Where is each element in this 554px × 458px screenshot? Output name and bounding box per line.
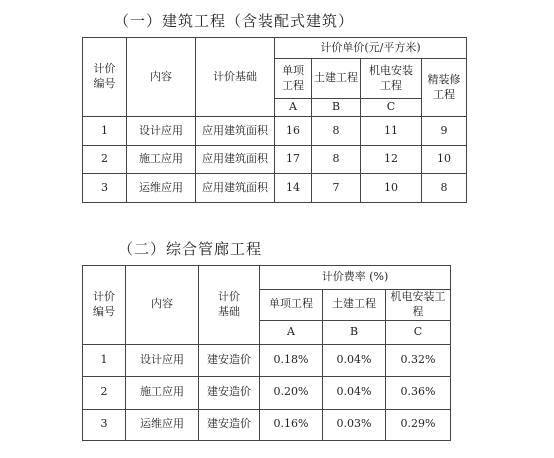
header-rate: 计价费率 (%)	[260, 266, 451, 290]
header-civil: 土建工程	[323, 290, 386, 321]
cell-a: 14	[275, 174, 312, 203]
cell-c: 0.32%	[386, 344, 451, 376]
cell-a: 16	[275, 117, 312, 146]
header-finishing: 精装修 工程	[422, 59, 467, 117]
cell-content: 施工应用	[127, 146, 196, 174]
cell-basis: 应用建筑面积	[196, 146, 275, 174]
cell-no: 1	[83, 344, 126, 376]
header-letter-a: A	[260, 320, 323, 344]
header-civil: 土建工程	[312, 59, 361, 99]
table-row	[83, 174, 467, 203]
header-single-project: 单项工程	[260, 290, 323, 321]
header-content: 内容	[127, 38, 196, 117]
cell-b: 7	[312, 174, 361, 203]
cell-b: 8	[312, 117, 361, 146]
cell-content: 设计应用	[126, 344, 199, 376]
table-row	[83, 376, 451, 409]
cell-a: 0.16%	[260, 409, 323, 440]
table-row	[83, 344, 451, 376]
header-letter-b: B	[312, 99, 361, 117]
header-letter-c: C	[386, 320, 451, 344]
cell-content: 运维应用	[127, 174, 196, 203]
cell-no: 3	[83, 174, 127, 203]
cell-basis: 应用建筑面积	[196, 117, 275, 146]
section1-title: （一）建筑工程（含装配式建筑）	[114, 12, 355, 30]
cell-d: 10	[422, 146, 467, 174]
header-basis: 计价基础	[196, 38, 275, 117]
cell-d: 8	[422, 174, 467, 203]
cell-c: 0.29%	[386, 409, 451, 440]
building-pricing-table	[82, 37, 467, 203]
cell-c: 10	[361, 174, 422, 203]
cell-no: 2	[83, 146, 127, 174]
section2-title: （二）综合管廊工程	[118, 240, 263, 258]
cell-a: 0.18%	[260, 344, 323, 376]
header-letter-c: C	[361, 99, 422, 117]
header-letter-a: A	[275, 99, 312, 117]
cell-c: 11	[361, 117, 422, 146]
header-letter-b: B	[323, 320, 386, 344]
cell-a: 17	[275, 146, 312, 174]
header-code: 计价 编号	[83, 38, 127, 117]
cell-no: 1	[83, 117, 127, 146]
header-content: 内容	[126, 266, 199, 345]
cell-content: 施工应用	[126, 376, 199, 409]
cell-basis: 建安造价	[199, 344, 260, 376]
cell-b: 0.03%	[323, 409, 386, 440]
cell-basis: 建安造价	[199, 409, 260, 440]
header-basis: 计价 基础	[199, 266, 260, 345]
cell-b: 0.04%	[323, 376, 386, 409]
cell-a: 0.20%	[260, 376, 323, 409]
cell-c: 12	[361, 146, 422, 174]
cell-content: 运维应用	[126, 409, 199, 440]
header-unit-price: 计价单价(元/平方米)	[275, 38, 467, 59]
table-row	[83, 146, 467, 174]
header-mep: 机电安装工程	[386, 290, 451, 321]
cell-b: 8	[312, 146, 361, 174]
header-mep: 机电安装 工程	[361, 59, 422, 99]
header-code: 计价 编号	[83, 266, 126, 345]
cell-c: 0.36%	[386, 376, 451, 409]
cell-no: 3	[83, 409, 126, 440]
cell-basis: 建安造价	[199, 376, 260, 409]
header-single-project: 单项 工程	[275, 59, 312, 99]
cell-d: 9	[422, 117, 467, 146]
utility-tunnel-rate-table	[82, 265, 451, 441]
table-row	[83, 409, 451, 440]
table-row	[83, 117, 467, 146]
cell-basis: 应用建筑面积	[196, 174, 275, 203]
cell-no: 2	[83, 376, 126, 409]
cell-content: 设计应用	[127, 117, 196, 146]
cell-b: 0.04%	[323, 344, 386, 376]
